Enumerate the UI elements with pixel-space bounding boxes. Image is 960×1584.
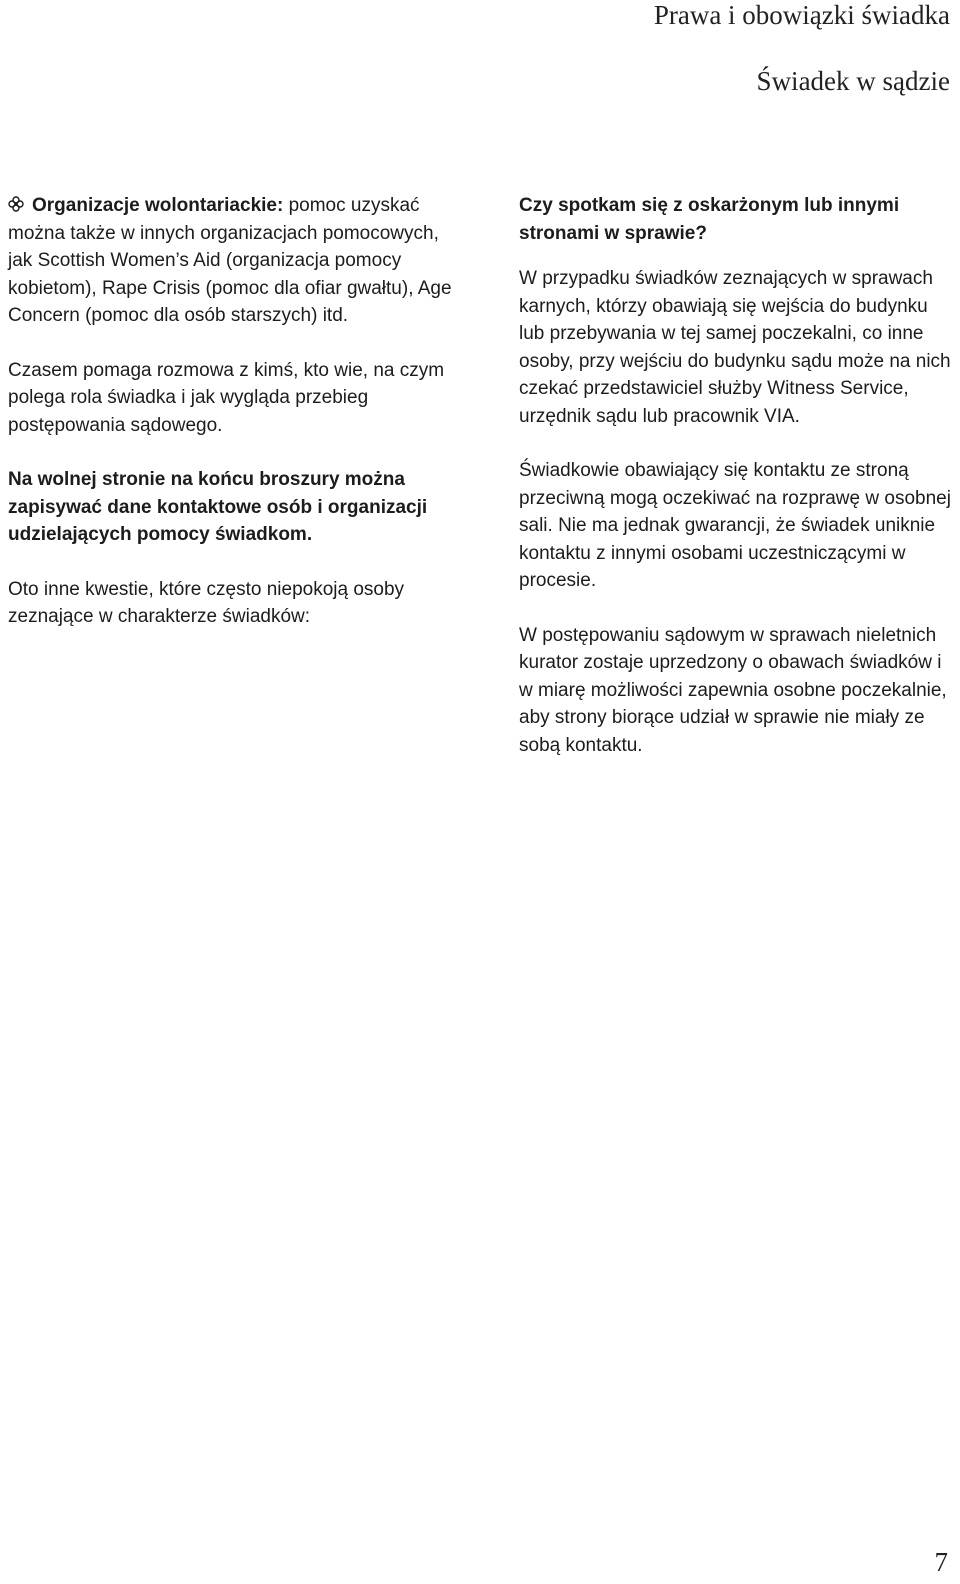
juvenile-cases-paragraph: W postępowaniu sądowym w sprawach nieletnich kurator zostaje uprzedzony o obawach świadków i w miarę możliwości zapewnia osobne poczekalnie, aby strony biorące udział w sprawie nie miały ze sobą kontaktu. (519, 624, 947, 756)
criminal-cases-paragraph: W przypadku świadków zeznających w sprawach karnych, którzy obawiają się wejścia do budynku lub przebywania w tej samej poczekalni, co inne osoby, przy wejściu do budynku sądu może na nich czekać przedstawiciel służby Witness Service, urzędnik sądu lub pracownik VIA. (519, 268, 951, 427)
meeting-accused-heading: Czy spotkam się z oskarżonym lub innymi stronami w sprawie? (519, 195, 900, 244)
document-title: Prawa i obowiązki świadka (653, 0, 950, 30)
separate-room-paragraph: Świadkowie obawiający się kontaktu ze stroną przeciwną mogą oczekiwać na rozprawę w osobnej sali. Nie ma jednak gwarancji, że świadek uniknie kontaktu z innymi osobami uczestniczącymi w procesie. (519, 460, 951, 591)
right-column (519, 192, 955, 786)
left-column (8, 192, 460, 658)
conversation-paragraph: Czasem pomaga rozmowa z kimś, kto wie, na czym polega rola świadka i jak wygląda przebieg postępowania sądowego. (8, 359, 445, 436)
bullet-text: pomoc uzyskać można także w innych organizacjach pomocowych, jak Scottish Women’s Aid (organizacja pomocy kobietom), Rape Crisis (pomoc dla ofiar gwałtu), Age Concern (pomoc dla osób starszych) itd. (8, 195, 452, 326)
flower-bullet-icon (8, 193, 24, 209)
volunteer-organizations-bullet (8, 192, 460, 330)
section-title: Świadek w sądzie (756, 66, 950, 96)
page-number: 7 (934, 1547, 948, 1577)
other-issues-paragraph: Oto inne kwestie, które często niepokoją osoby zeznające w charakterze świadków: (8, 578, 405, 627)
free-page-note: Na wolnej stronie na końcu broszury można zapisywać dane kontaktowe osób i organizacji udzielających pomocy świadkom. (8, 469, 428, 545)
bullet-lead: Organizacje wolontariackie: (32, 195, 284, 216)
